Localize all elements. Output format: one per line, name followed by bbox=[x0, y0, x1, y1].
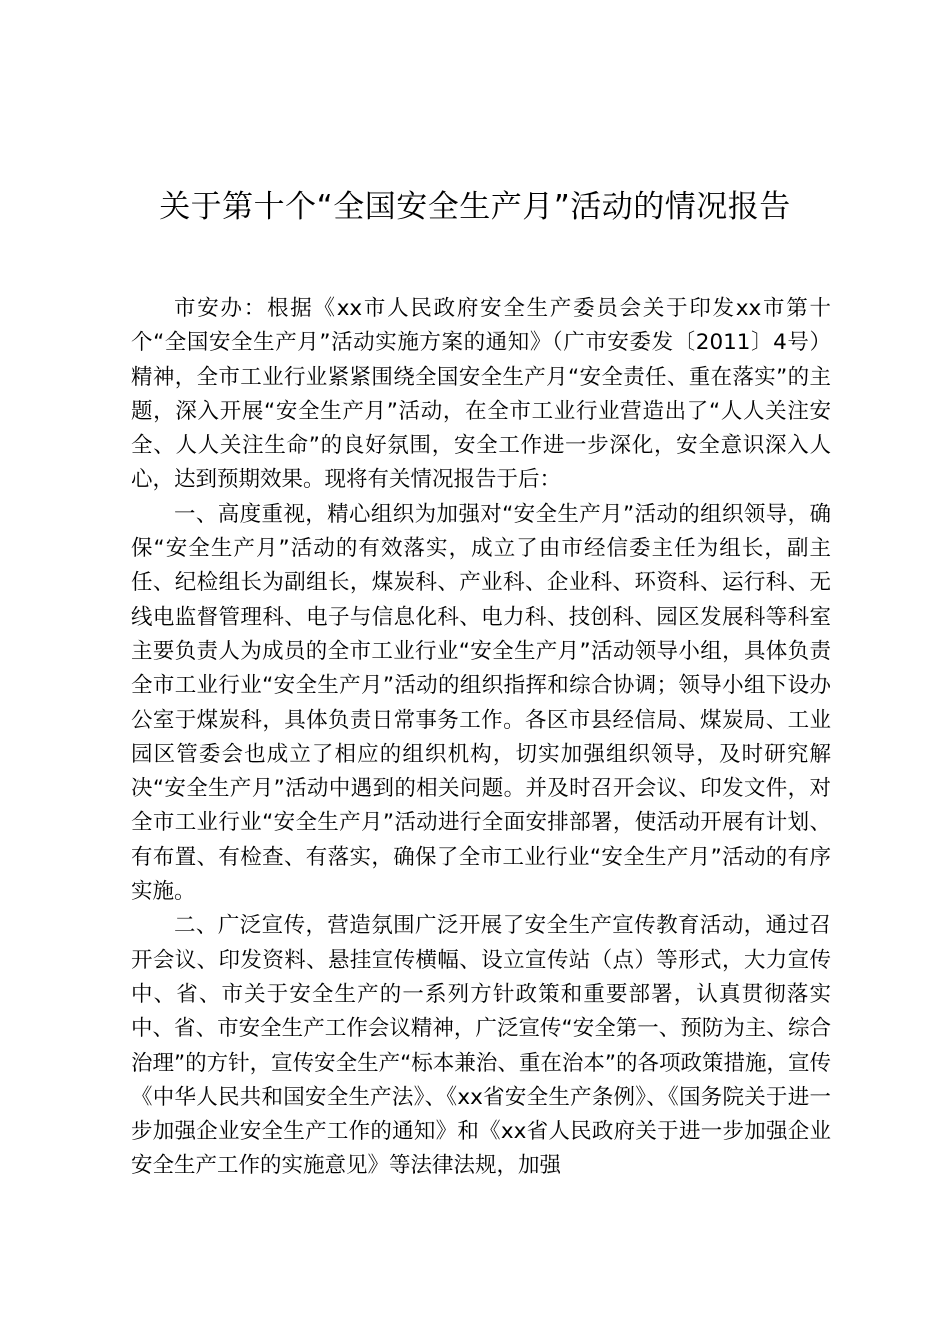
paragraph-section-1: 一、高度重视，精心组织为加强对“安全生产月”活动的组织领导，确保“安全生产月”活动的有效落实，成立了由市经信委主任为组长，副主任、纪检组长为副组长，煤炭科、产业科、企业科、环资科、运行科、无线电监督管理科、电子与信息化科、电力科、技创科、园区发展科等科室主要负责人为成员的全市工业行业“安全生产月”活动领导小组，具体负责全市工业行业“安全生产月”活动的组织指挥和综合协调；领导小组下设办公室于煤炭科，具体负责日常事务工作。各区市县经信局、煤炭局、工业园区管委会也成立了相应的组织机构，切实加强组织领导，及时研究解决“安全生产月”活动中遇到的相关问题。并及时召开会议、印发文件，对全市工业行业“安全生产月”活动进行全面安排部署，使活动开展有计划、有布置、有检查、有落实，确保了全市工业行业“安全生产月”活动的有序实施。 bbox=[131, 501, 831, 905]
paragraph-section-2: 二、广泛宣传，营造氛围广泛开展了安全生产宣传教育活动，通过召开会议、印发资料、悬挂宣传横幅、设立宣传站（点）等形式，大力宣传中、省、市关于安全生产的一系列方针政策和重要部署，认真贯彻落实中、省、市安全生产工作会议精神，广泛宣传“安全第一、预防为主、综合治理”的方针，宣传安全生产“标本兼治、重在治本”的各项政策措施，宣传《中华人民共和国安全生产法》、《xx省安全生产条例》、《国务院关于进一步加强企业安全生产工作的通知》和《xx省人民政府关于进一步加强企业安全生产工作的实施意见》等法律法规，加强 bbox=[131, 913, 831, 1179]
document-body bbox=[131, 292, 831, 1184]
paragraph-intro: 市安办：根据《xx市人民政府安全生产委员会关于印发xx市第十个“全国安全生产月”活动实施方案的通知》（广市安委发〔2011〕4号）精神，全市工业行业紧紧围绕全国安全生产月“安全责任、重在落实”的主题，深入开展“安全生产月”活动，在全市工业行业营造出了“人人关注安全、人人关注生命”的良好氛围，安全工作进一步深化，安全意识深入人心，达到预期效果。现将有关情况报告于后： bbox=[131, 296, 831, 493]
document-title: 关于第十个“全国安全生产月”活动的情况报告 bbox=[159, 189, 791, 225]
